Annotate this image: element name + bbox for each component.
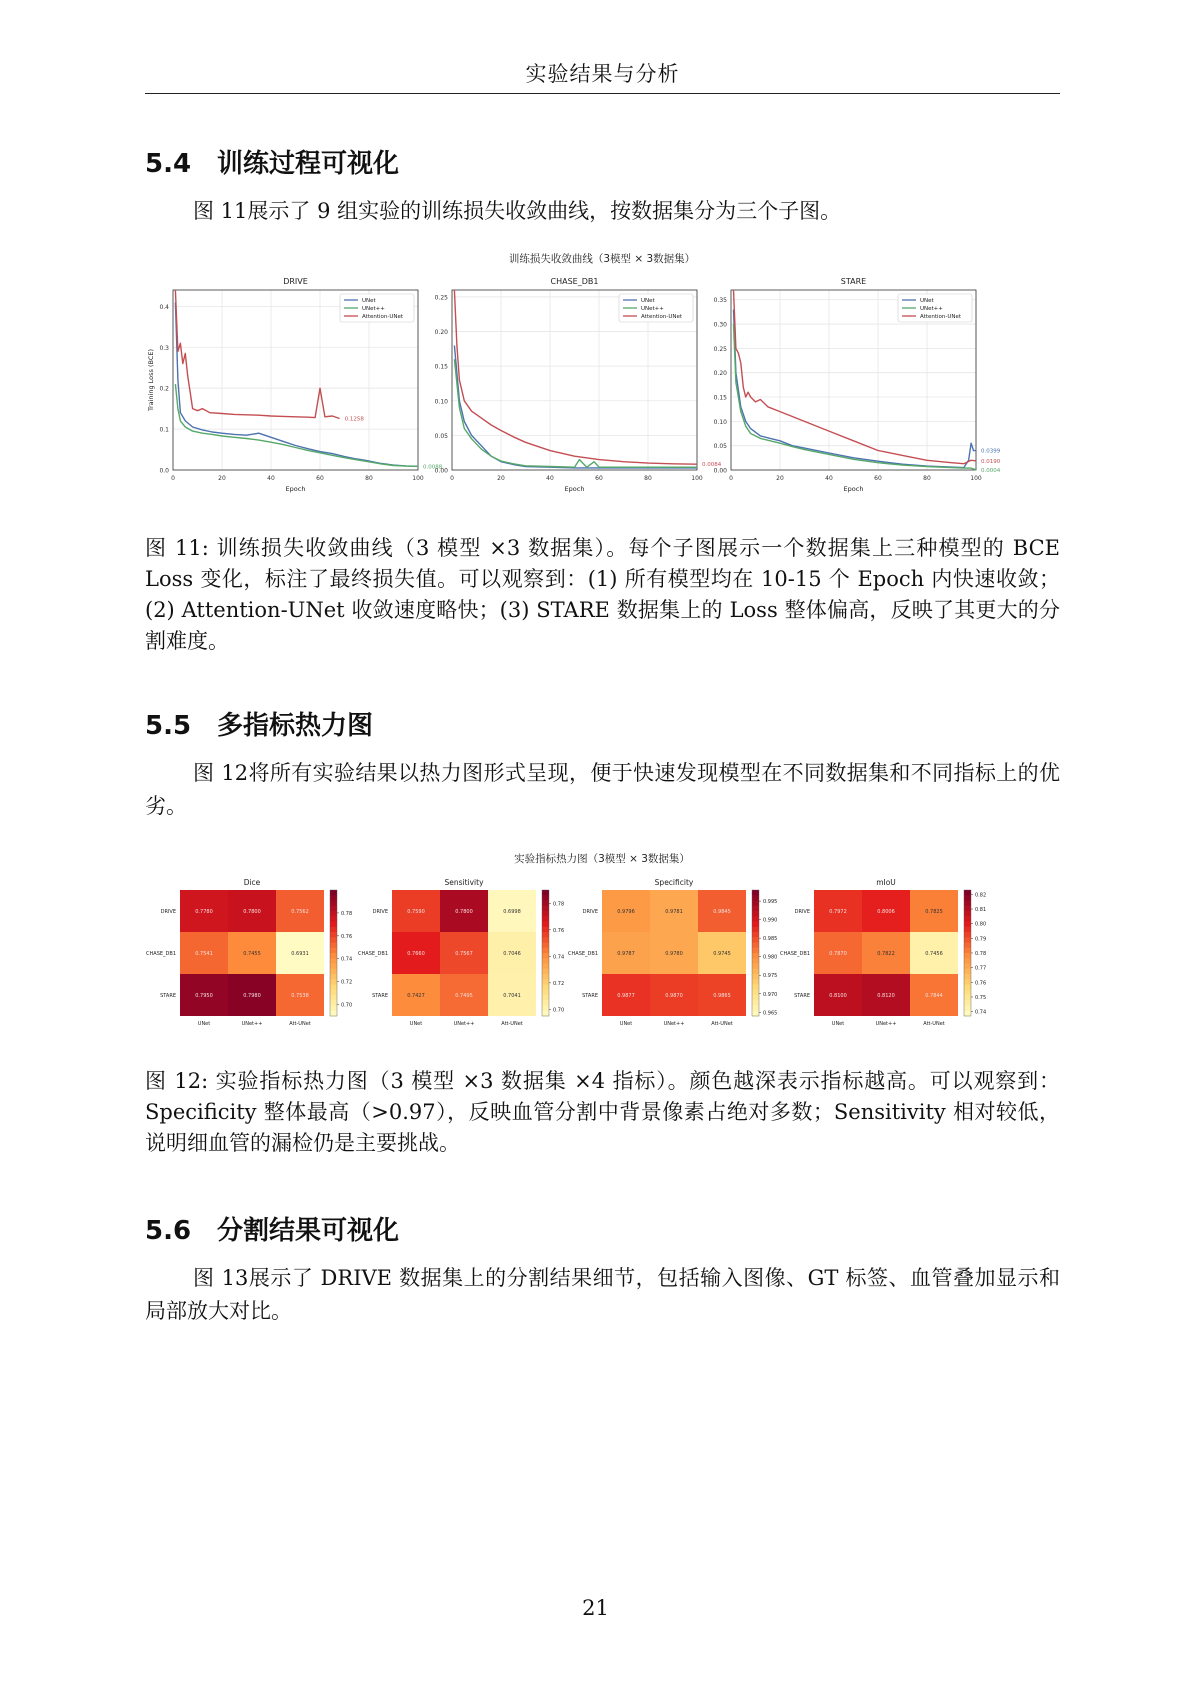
heatmap-cell-value: 0.7800 bbox=[455, 909, 473, 915]
subplot-chase_db1 bbox=[435, 277, 722, 493]
y-tick-label: 0.2 bbox=[159, 385, 169, 393]
legend-label: UNet++ bbox=[362, 306, 385, 312]
colorbar-segment bbox=[542, 906, 549, 912]
y-tick-label: 0.10 bbox=[713, 418, 727, 426]
x-axis-label: Epoch bbox=[564, 485, 585, 493]
y-tick-label: 0.35 bbox=[713, 297, 727, 305]
x-tick-label: 40 bbox=[267, 475, 275, 482]
colorbar-segment bbox=[330, 911, 337, 917]
colorbar-segment bbox=[542, 895, 549, 901]
colorbar-tick-label: 0.76 bbox=[553, 927, 565, 934]
x-tick-label: 60 bbox=[874, 475, 882, 482]
row-label: CHASE_DB1 bbox=[780, 951, 810, 957]
colorbar-tick-label: 0.74 bbox=[975, 1009, 987, 1016]
heatmap-cell-value: 0.7495 bbox=[455, 993, 473, 999]
heatmap-cell-value: 0.6931 bbox=[291, 951, 309, 957]
y-tick-label: 0.10 bbox=[434, 398, 448, 406]
colorbar-segment bbox=[752, 1011, 759, 1017]
x-tick-label: 0 bbox=[729, 475, 733, 482]
x-tick-label: 0 bbox=[171, 475, 175, 482]
colorbar-segment bbox=[964, 1000, 971, 1006]
final-loss-label: 0.0088 bbox=[423, 464, 443, 471]
colorbar-segment bbox=[542, 995, 549, 1001]
heatmap-cell-value: 0.7660 bbox=[407, 951, 425, 957]
heatmap-cell-value: 0.7972 bbox=[829, 909, 847, 915]
colorbar-segment bbox=[752, 995, 759, 1001]
colorbar-tick-label: 0.76 bbox=[341, 933, 353, 940]
final-loss-label: 0.0084 bbox=[702, 462, 722, 469]
series-line-attention-unet bbox=[175, 290, 339, 419]
colorbar-segment bbox=[752, 911, 759, 917]
heatmap-title: Specificity bbox=[654, 878, 694, 887]
colorbar-segment bbox=[542, 979, 549, 985]
header-rule bbox=[145, 93, 1060, 94]
x-axis-label: Epoch bbox=[285, 485, 306, 493]
heatmap-title: mIoU bbox=[876, 878, 896, 887]
legend-label: UNet bbox=[641, 298, 655, 304]
heatmap-cell-value: 0.7780 bbox=[195, 909, 213, 915]
colorbar-segment bbox=[542, 964, 549, 970]
colorbar-tick-label: 0.74 bbox=[553, 954, 565, 961]
colorbar-segment bbox=[964, 943, 971, 949]
colorbar-segment bbox=[752, 985, 759, 991]
colorbar-segment bbox=[330, 958, 337, 964]
colorbar-segment bbox=[330, 964, 337, 970]
y-tick-label: 0.25 bbox=[434, 294, 448, 302]
colorbar-segment bbox=[330, 995, 337, 1001]
colorbar-segment bbox=[542, 911, 549, 917]
colorbar-segment bbox=[964, 1006, 971, 1012]
row-label: DRIVE bbox=[582, 909, 598, 915]
colorbar-segment bbox=[964, 927, 971, 933]
col-label: UNet++ bbox=[241, 1021, 263, 1027]
colorbar-segment bbox=[752, 958, 759, 964]
colorbar-segment bbox=[964, 895, 971, 901]
colorbar-segment bbox=[330, 985, 337, 991]
running-head: 实验结果与分析 bbox=[525, 62, 680, 86]
colorbar-segment bbox=[964, 985, 971, 991]
colorbar-segment bbox=[964, 979, 971, 985]
colorbar-segment bbox=[542, 932, 549, 938]
heatmap-cell-value: 0.9745 bbox=[713, 951, 731, 957]
x-tick-label: 80 bbox=[644, 475, 652, 482]
row-label: STARE bbox=[372, 993, 388, 999]
colorbar-tick-label: 0.81 bbox=[975, 907, 987, 914]
colorbar-segment bbox=[330, 937, 337, 943]
colorbar-segment bbox=[964, 958, 971, 964]
x-axis-label: Epoch bbox=[843, 485, 864, 493]
heatmap-cell-value: 0.7455 bbox=[243, 951, 261, 957]
x-tick-label: 0 bbox=[450, 475, 454, 482]
colorbar-tick-label: 0.72 bbox=[341, 979, 353, 986]
paragraph-5-6: 图 13展示了 DRIVE 数据集上的分割结果细节，包括输入图像、GT 标签、血管叠加显示和局部放大对比。 bbox=[145, 1266, 1060, 1323]
section-number: 5.6 bbox=[145, 1216, 192, 1246]
heatmap-cell-value: 0.7538 bbox=[291, 993, 309, 999]
colorbar-segment bbox=[330, 906, 337, 912]
section-heading-5-4 bbox=[145, 143, 399, 180]
colorbar-segment bbox=[330, 901, 337, 907]
heatmap-cell-value: 0.7980 bbox=[243, 993, 261, 999]
legend-label: Attention-UNet bbox=[920, 314, 962, 320]
legend-label: UNet bbox=[362, 298, 376, 304]
chart-suptitle: 实验指标热力图（3模型 × 3数据集） bbox=[514, 853, 690, 865]
colorbar-tick-label: 0.80 bbox=[975, 921, 987, 928]
colorbar-tick-label: 0.74 bbox=[341, 956, 353, 963]
legend-label: UNet++ bbox=[641, 306, 664, 312]
col-label: UNet bbox=[197, 1021, 211, 1027]
heatmap-cell-value: 0.9796 bbox=[617, 909, 635, 915]
heatmap-cell-value: 0.7041 bbox=[503, 993, 521, 999]
heatmap-title: Sensitivity bbox=[444, 878, 484, 887]
subplot-title: STARE bbox=[840, 277, 867, 286]
chart-suptitle: 训练损失收敛曲线（3模型 × 3数据集） bbox=[508, 253, 696, 265]
heatmap-cell-value: 0.9845 bbox=[713, 909, 731, 915]
colorbar-segment bbox=[542, 1000, 549, 1006]
colorbar-segment bbox=[752, 969, 759, 975]
colorbar-segment bbox=[330, 979, 337, 985]
colorbar-segment bbox=[542, 943, 549, 949]
x-tick-label: 40 bbox=[825, 475, 833, 482]
final-loss-label: 0.0190 bbox=[981, 458, 1001, 465]
colorbar-segment bbox=[542, 1006, 549, 1012]
colorbar-segment bbox=[964, 937, 971, 943]
heatmap-cell-value: 0.7541 bbox=[195, 951, 213, 957]
heatmap-cell-value: 0.7822 bbox=[877, 951, 895, 957]
subplot-drive bbox=[147, 277, 443, 493]
legend-label: Attention-UNet bbox=[641, 314, 683, 320]
series-line-unet bbox=[734, 310, 977, 468]
subplot-title: DRIVE bbox=[283, 277, 308, 286]
x-tick-label: 60 bbox=[316, 475, 324, 482]
colorbar-segment bbox=[964, 916, 971, 922]
colorbar-segment bbox=[964, 932, 971, 938]
x-tick-label: 100 bbox=[970, 475, 982, 482]
row-label: STARE bbox=[794, 993, 810, 999]
colorbar-segment bbox=[330, 922, 337, 928]
figure-12-caption: 图 12: 实验指标热力图（3 模型 ×3 数据集 ×4 指标）。颜色越深表示指标越高。可以观察到：Specificity 整体最高（>0.97），反映血管分割中背景像素占绝对多数；Sensitivity 相对较低，说明细血管的漏检仍是主要挑战。 bbox=[145, 1069, 1060, 1155]
y-tick-label: 0.00 bbox=[434, 467, 448, 475]
final-loss-label: 0.0004 bbox=[981, 467, 1001, 474]
colorbar-segment bbox=[752, 953, 759, 959]
colorbar-segment bbox=[964, 911, 971, 917]
colorbar-segment bbox=[330, 953, 337, 959]
heatmap-cell-value: 0.9877 bbox=[617, 993, 635, 999]
heatmap-cell-value: 0.7844 bbox=[925, 993, 943, 999]
colorbar-tick-label: 0.70 bbox=[341, 1002, 353, 1009]
section-number: 5.4 bbox=[145, 149, 192, 179]
colorbar-tick-label: 0.995 bbox=[763, 899, 778, 906]
y-tick-label: 0.05 bbox=[713, 443, 727, 451]
colorbar-segment bbox=[542, 953, 549, 959]
colorbar-segment bbox=[964, 995, 971, 1001]
colorbar-segment bbox=[964, 974, 971, 980]
heatmap-cell-value: 0.7562 bbox=[291, 909, 309, 915]
x-tick-label: 60 bbox=[595, 475, 603, 482]
col-label: Att-UNet bbox=[289, 1021, 311, 1027]
colorbar-segment bbox=[752, 990, 759, 996]
legend-label: UNet bbox=[920, 298, 934, 304]
col-label: UNet++ bbox=[875, 1021, 897, 1027]
colorbar-segment bbox=[330, 943, 337, 949]
col-label: UNet++ bbox=[663, 1021, 685, 1027]
row-label: DRIVE bbox=[794, 909, 810, 915]
figure-12-heatmaps bbox=[145, 850, 1060, 1050]
colorbar-segment bbox=[964, 906, 971, 912]
x-tick-label: 40 bbox=[546, 475, 554, 482]
section-number: 5.5 bbox=[145, 711, 192, 741]
colorbar-segment bbox=[964, 969, 971, 975]
colorbar-segment bbox=[964, 890, 971, 896]
y-tick-label: 0.4 bbox=[159, 303, 169, 311]
colorbar-segment bbox=[964, 948, 971, 954]
colorbar-segment bbox=[330, 1000, 337, 1006]
colorbar-segment bbox=[752, 974, 759, 980]
heatmap-cell-value: 0.7590 bbox=[407, 909, 425, 915]
y-tick-label: 0.15 bbox=[713, 394, 727, 402]
row-label: CHASE_DB1 bbox=[358, 951, 388, 957]
heatmap-cell-value: 0.6998 bbox=[503, 909, 521, 915]
colorbar-segment bbox=[330, 1011, 337, 1017]
x-tick-label: 20 bbox=[776, 475, 784, 482]
col-label: Att-UNet bbox=[711, 1021, 733, 1027]
colorbar-tick-label: 0.72 bbox=[553, 980, 565, 987]
colorbar-segment bbox=[542, 974, 549, 980]
heatmap-cell-value: 0.7870 bbox=[829, 951, 847, 957]
section-title: 分割结果可视化 bbox=[217, 1216, 400, 1246]
colorbar-segment bbox=[752, 932, 759, 938]
colorbar-segment bbox=[542, 990, 549, 996]
colorbar-segment bbox=[542, 890, 549, 896]
colorbar-tick-label: 0.975 bbox=[763, 973, 778, 980]
heatmap-cell-value: 0.8006 bbox=[877, 909, 895, 915]
colorbar-tick-label: 0.980 bbox=[763, 954, 778, 961]
colorbar-segment bbox=[542, 901, 549, 907]
colorbar-segment bbox=[330, 890, 337, 896]
colorbar-segment bbox=[330, 969, 337, 975]
colorbar-segment bbox=[330, 932, 337, 938]
y-tick-label: 0.30 bbox=[713, 321, 727, 329]
colorbar-segment bbox=[542, 916, 549, 922]
colorbar-tick-label: 0.75 bbox=[975, 994, 987, 1001]
page-number: 21 bbox=[582, 1596, 609, 1620]
colorbar-segment bbox=[964, 1011, 971, 1017]
col-label: Att-UNet bbox=[501, 1021, 523, 1027]
loss-chart bbox=[145, 250, 1060, 512]
heatmap-cell-value: 0.9787 bbox=[617, 951, 635, 957]
colorbar-segment bbox=[752, 916, 759, 922]
colorbar-tick-label: 0.78 bbox=[341, 910, 353, 917]
figure-11-loss-curves bbox=[145, 250, 1060, 512]
y-tick-label: 0.20 bbox=[434, 329, 448, 337]
colorbar-segment bbox=[542, 958, 549, 964]
col-label: UNet bbox=[619, 1021, 633, 1027]
figure-11-caption: 图 11: 训练损失收敛曲线（3 模型 ×3 数据集）。每个子图展示一个数据集上三种模型的 BCE Loss 变化，标注了最终损失值。可以观察到：(1) 所有模型均在 10-15 个 Epoch 内快速收敛；(2) Attention-UNet 收敛速度略快；(3) STARE 数据集上的 Loss 整体偏高，反映了其更大的分割难度。 bbox=[145, 536, 1060, 653]
section-heading-5-5 bbox=[145, 705, 373, 742]
colorbar-segment bbox=[542, 922, 549, 928]
colorbar-segment bbox=[752, 1006, 759, 1012]
colorbar-segment bbox=[752, 964, 759, 970]
colorbar-segment bbox=[752, 890, 759, 896]
heatmap-cell-value: 0.7950 bbox=[195, 993, 213, 999]
colorbar-segment bbox=[752, 979, 759, 985]
series-line-unet bbox=[454, 345, 697, 468]
section-heading-5-6 bbox=[145, 1210, 399, 1247]
heatmap-title: Dice bbox=[243, 878, 261, 887]
row-label: CHASE_DB1 bbox=[568, 951, 598, 957]
colorbar-segment bbox=[964, 964, 971, 970]
colorbar-segment bbox=[752, 895, 759, 901]
colorbar-segment bbox=[964, 922, 971, 928]
x-tick-label: 20 bbox=[218, 475, 226, 482]
colorbar-tick-label: 0.79 bbox=[975, 936, 987, 943]
heatmap-cell-value: 0.7427 bbox=[407, 993, 425, 999]
heatmap-panel-dice bbox=[146, 878, 352, 1027]
section-title: 多指标热力图 bbox=[217, 711, 374, 741]
col-label: UNet++ bbox=[453, 1021, 475, 1027]
colorbar-segment bbox=[542, 948, 549, 954]
y-tick-label: 0.3 bbox=[159, 344, 169, 352]
y-tick-label: 0.0 bbox=[159, 467, 169, 475]
heatmap-panel-miou bbox=[780, 878, 986, 1027]
colorbar-segment bbox=[542, 937, 549, 943]
x-tick-label: 80 bbox=[923, 475, 931, 482]
colorbar-tick-label: 0.970 bbox=[763, 991, 778, 998]
heatmap-cell-value: 0.7456 bbox=[925, 951, 943, 957]
heatmap-cell-value: 0.8100 bbox=[829, 993, 847, 999]
y-tick-label: 0.1 bbox=[159, 426, 169, 434]
legend-label: Attention-UNet bbox=[362, 314, 404, 320]
subplot-title: CHASE_DB1 bbox=[550, 277, 599, 286]
colorbar-segment bbox=[330, 1006, 337, 1012]
y-tick-label: 0.05 bbox=[434, 432, 448, 440]
colorbar-segment bbox=[752, 948, 759, 954]
col-label: UNet bbox=[409, 1021, 423, 1027]
x-tick-label: 100 bbox=[691, 475, 703, 482]
series-line-unet bbox=[175, 302, 418, 466]
heatmap-panel-specificity bbox=[568, 878, 777, 1027]
heatmap-cell-value: 0.9781 bbox=[665, 909, 683, 915]
heatmap-cell-value: 0.7825 bbox=[925, 909, 943, 915]
final-loss-label: 0.1258 bbox=[344, 416, 364, 423]
colorbar-segment bbox=[330, 974, 337, 980]
heatmap-panel-sensitivity bbox=[358, 878, 564, 1027]
colorbar-tick-label: 0.78 bbox=[975, 951, 987, 957]
colorbar-tick-label: 0.70 bbox=[553, 1007, 565, 1014]
series-line-unetpp bbox=[175, 384, 418, 466]
colorbar-segment bbox=[542, 927, 549, 933]
colorbar-segment bbox=[542, 985, 549, 991]
colorbar-segment bbox=[330, 927, 337, 933]
colorbar-segment bbox=[752, 906, 759, 912]
colorbar-tick-label: 0.985 bbox=[763, 936, 778, 943]
col-label: Att-UNet bbox=[923, 1021, 945, 1027]
row-label: DRIVE bbox=[160, 909, 176, 915]
section-title: 训练过程可视化 bbox=[217, 149, 400, 179]
legend-label: UNet++ bbox=[920, 306, 943, 312]
final-loss-label: 0.0399 bbox=[981, 448, 1001, 455]
series-line-unetpp bbox=[454, 359, 697, 467]
colorbar-segment bbox=[964, 953, 971, 959]
subplot-stare bbox=[714, 277, 1001, 493]
colorbar-segment bbox=[752, 922, 759, 928]
colorbar-tick-label: 0.76 bbox=[975, 980, 987, 987]
heatmap-cell-value: 0.8120 bbox=[877, 993, 895, 999]
colorbar-segment bbox=[752, 927, 759, 933]
x-tick-label: 80 bbox=[365, 475, 373, 482]
y-axis-label: Training Loss (BCE) bbox=[147, 348, 155, 412]
colorbar-segment bbox=[964, 901, 971, 907]
row-label: STARE bbox=[582, 993, 598, 999]
colorbar-tick-label: 0.82 bbox=[975, 892, 987, 899]
paragraph-5-4: 图 11展示了 9 组实验的训练损失收敛曲线，按数据集分为三个子图。 bbox=[193, 199, 842, 223]
heatmap-cell-value: 0.9870 bbox=[665, 993, 683, 999]
heatmap-cell-value: 0.7567 bbox=[455, 951, 473, 957]
y-tick-label: 0.15 bbox=[434, 363, 448, 371]
colorbar-segment bbox=[752, 943, 759, 949]
x-tick-label: 20 bbox=[497, 475, 505, 482]
row-label: CHASE_DB1 bbox=[146, 951, 176, 957]
colorbar-tick-label: 0.990 bbox=[763, 917, 778, 924]
y-tick-label: 0.20 bbox=[713, 370, 727, 378]
heatmap-chart bbox=[145, 850, 1060, 1050]
colorbar-segment bbox=[330, 990, 337, 996]
colorbar-segment bbox=[330, 916, 337, 922]
heatmap-cell-value: 0.7046 bbox=[503, 951, 521, 957]
heatmap-cell-value: 0.9780 bbox=[665, 951, 683, 957]
row-label: STARE bbox=[160, 993, 176, 999]
colorbar-tick-label: 0.965 bbox=[763, 1010, 778, 1017]
y-tick-label: 0.00 bbox=[713, 467, 727, 475]
colorbar-segment bbox=[752, 1000, 759, 1006]
colorbar-segment bbox=[752, 937, 759, 943]
heatmap-cell-value: 0.7800 bbox=[243, 909, 261, 915]
x-tick-label: 100 bbox=[412, 475, 424, 482]
colorbar-segment bbox=[964, 990, 971, 996]
col-label: UNet bbox=[831, 1021, 845, 1027]
y-tick-label: 0.25 bbox=[713, 345, 727, 353]
heatmap-cell-value: 0.9865 bbox=[713, 993, 731, 999]
colorbar-tick-label: 0.77 bbox=[975, 965, 987, 972]
colorbar-tick-label: 0.78 bbox=[553, 901, 565, 908]
row-label: DRIVE bbox=[372, 909, 388, 915]
colorbar-segment bbox=[542, 1011, 549, 1017]
colorbar-segment bbox=[330, 895, 337, 901]
colorbar-segment bbox=[752, 901, 759, 907]
colorbar-segment bbox=[542, 969, 549, 975]
colorbar-segment bbox=[330, 948, 337, 954]
paragraph-5-5: 图 12将所有实验结果以热力图形式呈现，便于快速发现模型在不同数据集和不同指标上的优劣。 bbox=[145, 761, 1060, 818]
